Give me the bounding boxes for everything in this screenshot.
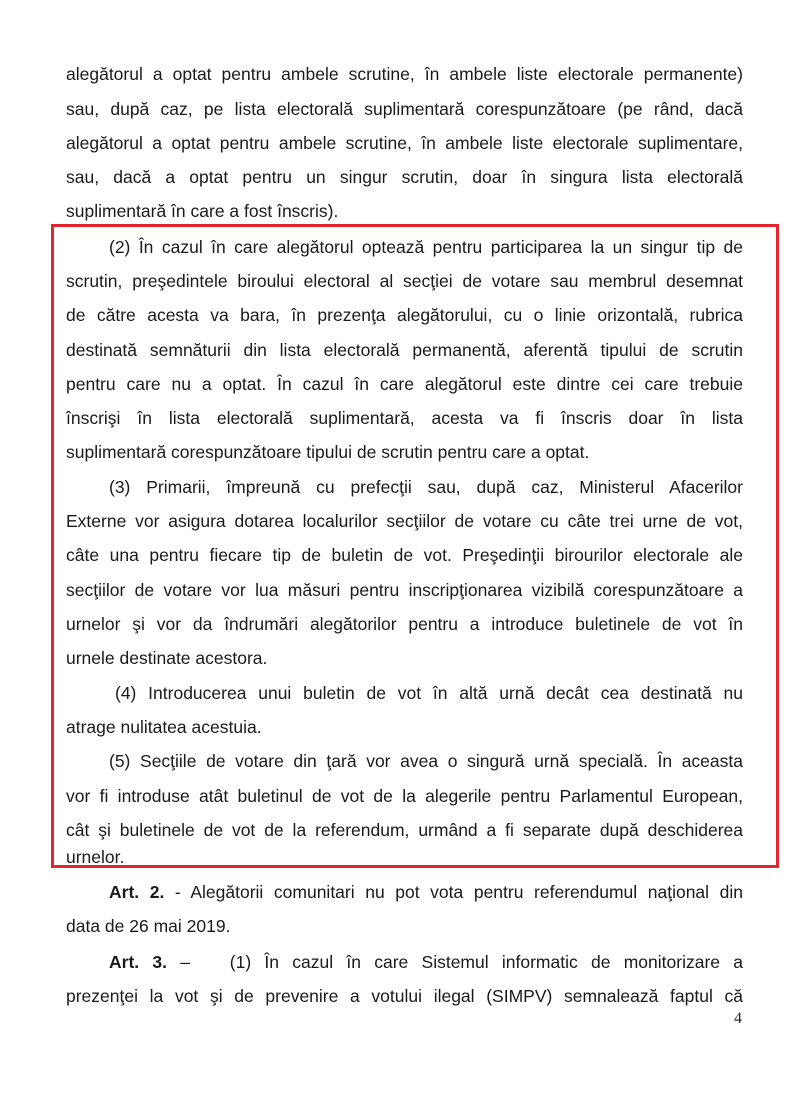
paragraph-5-line: vor fi introduse atât buletinul de vot de la alegerile pentru Parlamentul European, [66, 786, 743, 806]
text-line: sau, după caz, pe lista electorală suplimentară corespunzătoare (pe rând, dacă [66, 99, 743, 119]
paragraph-3-line: câte una pentru fiecare tip de buletin de vot. Preşedinţii birourilor electorale ale [66, 545, 743, 565]
article-2-text: - Alegătorii comunitari nu pot vota pentru referendumul naţional din [164, 882, 743, 902]
paragraph-2-line: (2) În cazul în care alegătorul optează pentru participarea la un singur tip de [109, 237, 743, 257]
text-line: suplimentară în care a fost înscris). [66, 201, 339, 221]
paragraph-5-line: urnelor. [66, 847, 125, 867]
article-3-line [109, 950, 743, 974]
paragraph-5-line: cât şi buletinele de vot de la referendum, urmând a fi separate după deschiderea [66, 820, 743, 840]
paragraph-2-line: suplimentară corespunzătoare tipului de scrutin pentru care a optat. [66, 442, 590, 462]
paragraph-2-line: pentru care nu a optat. În cazul în care alegătorul este dintre cei care trebuie [66, 374, 743, 394]
article-3-line: prezenţei la vot şi de prevenire a votului ilegal (SIMPV) semnalează faptul că [66, 986, 743, 1006]
article-3-label: Art. 3. [109, 952, 167, 972]
text-line: alegătorul a optat pentru ambele scrutine, în ambele liste electorale suplimentare, [66, 133, 743, 153]
text-line: alegătorul a optat pentru ambele scrutine, în ambele liste electorale permanente) [66, 64, 743, 84]
paragraph-3-line: (3) Primarii, împreună cu prefecţii sau, după caz, Ministerul Afacerilor [109, 477, 743, 497]
paragraph-4-line: (4) Introducerea unui buletin de vot în altă urnă decât cea destinată nu [115, 683, 743, 703]
paragraph-3-line: Externe vor asigura dotarea localurilor secţiilor de votare cu câte trei urne de vot, [66, 511, 743, 531]
paragraph-5-line: (5) Secţiile de votare din ţară vor avea o singură urnă specială. În aceasta [109, 751, 743, 771]
paragraph-2-line: destinată semnăturii din lista electorală permanentă, aferentă tipului de scrutin [66, 340, 743, 360]
paragraph-2-line: de către acesta va bara, în prezenţa alegătorului, cu o linie orizontală, rubrica [66, 305, 743, 325]
paragraph-4-line: atrage nulitatea acestuia. [66, 717, 262, 737]
paragraph-2-line: scrutin, preşedintele biroului electoral al secţiei de votare sau membrul desemnat [66, 271, 743, 291]
article-2-line [109, 880, 743, 904]
paragraph-2-line: înscrişi în lista electorală suplimentară, acesta va fi înscris doar în lista [66, 408, 743, 428]
paragraph-3-line: urnelor şi vor da îndrumări alegătorilor pentru a introduce buletinele de vot în [66, 614, 743, 634]
paragraph-3-line: secţiilor de votare vor lua măsuri pentru inscripţionarea vizibilă corespunzătoare a [66, 580, 743, 600]
article-3-text: – (1) În cazul în care Sistemul informatic de monitorizare a [167, 952, 743, 972]
article-2-label: Art. 2. [109, 882, 165, 902]
page-number: 4 [734, 1010, 742, 1027]
paragraph-3-line: urnele destinate acestora. [66, 648, 268, 668]
article-2-line: data de 26 mai 2019. [66, 916, 231, 936]
text-line: sau, dacă a optat pentru un singur scrutin, doar în singura lista electorală [66, 167, 743, 187]
